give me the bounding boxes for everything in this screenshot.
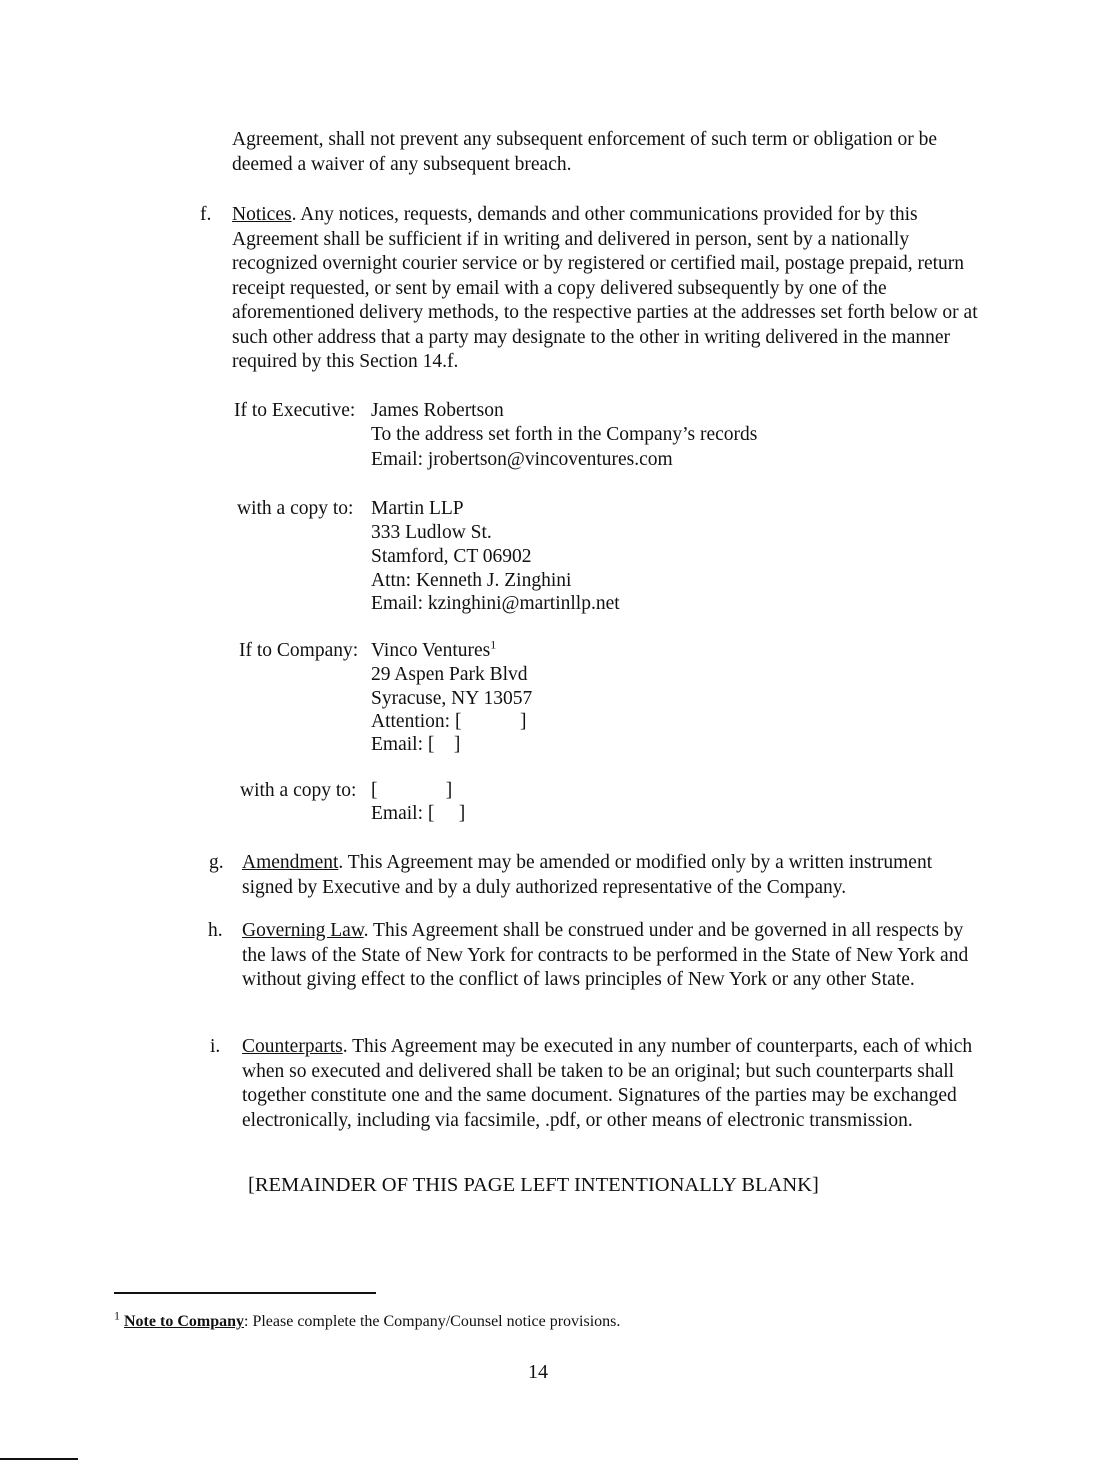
section-h-marker: h. — [208, 920, 223, 941]
footnote-text: : Please complete the Company/Counsel notice provisions. — [244, 1313, 621, 1330]
company-copy-label: with a copy to: — [240, 780, 357, 801]
executive-copy-street: 333 Ludlow St. — [371, 522, 492, 543]
executive-copy-name: Martin LLP — [371, 498, 464, 519]
company-name: Vinco Ventures$^1$ — [371, 637, 497, 661]
section-f-body: . Any notices, requests, demands and other communications provided for by this Agreement shall be sufficient if in writing and delivered in person, sent by a nationally recognized overnight courier service or by registered or certified mail, postage prepaid, return receipt requested, or sent by email with a copy delivered subsequently by one of the aforementioned delivery methods, to the respective parties at the addresses set forth below or at such other address that a party may designate to the other in writing delivered in the manner required by this Section 14.f. — [232, 204, 978, 372]
section-h-heading: Governing Law — [242, 920, 364, 941]
company-label: If to Company: — [239, 640, 359, 661]
company-email: Email: [ ] — [371, 734, 461, 755]
remainder-blank-notice: [REMAINDER OF THIS PAGE LEFT INTENTIONALLY BLANK] — [248, 1174, 819, 1196]
section-i-body: . This Agreement may be executed in any number of counterparts, each of which when so executed and delivered shall be taken to be an original; but such counterparts shall together constitute one and the same document. Signatures of the parties may be exchanged electronically, including via facsimile, .pdf, or other means of electronic transmission. — [242, 1036, 973, 1131]
company-copy-email: Email: [ ] — [371, 803, 466, 824]
executive-name: James Robertson — [371, 400, 504, 421]
section-h-paragraph — [242, 919, 982, 993]
footnote — [114, 1308, 621, 1332]
company-street: 29 Aspen Park Blvd — [371, 664, 528, 685]
footnote-divider — [114, 1292, 376, 1294]
continuation-paragraph: Agreement, shall not prevent any subsequent enforcement of such term or obligation or be deemed a waiver of any subsequent breach. — [232, 129, 938, 175]
section-g-paragraph — [242, 851, 982, 900]
executive-copy-email: Email: kzinghini@martinllp.net — [371, 593, 620, 614]
section-i-heading: Counterparts — [242, 1036, 343, 1057]
section-g-heading: Amendment — [242, 852, 339, 873]
section-f-heading: Notices — [232, 204, 292, 225]
executive-copy-attn: Attn: Kenneth J. Zinghini — [371, 570, 572, 591]
company-city: Syracuse, NY 13057 — [371, 688, 533, 709]
page-number: 14 — [528, 1361, 548, 1383]
section-g-marker: g. — [209, 852, 224, 873]
section-i-paragraph — [242, 1035, 982, 1133]
company-copy-name: [ ] — [371, 780, 453, 801]
executive-email: Email: jrobertson@vincoventures.com — [371, 449, 673, 470]
section-i-marker: i. — [210, 1036, 221, 1057]
section-h-body: . This Agreement shall be construed under and be governed in all respects by the laws of the State of New York for contracts to be performed in the State of New York and without giving effect to the conflict of laws principles of New York or any other State. — [242, 920, 969, 990]
footnote-label: Note to Company — [124, 1313, 244, 1330]
executive-copy-label: with a copy to: — [237, 498, 354, 519]
executive-address-line: To the address set forth in the Company’s records — [371, 424, 758, 445]
section-f-marker: f. — [200, 204, 212, 225]
section-f-paragraph — [232, 203, 992, 375]
footnote-reference: 1 — [490, 637, 497, 652]
section-g-body: . This Agreement may be amended or modified only by a written instrument signed by Executive and by a duly authorized representative of the Company. — [242, 852, 933, 898]
executive-copy-city: Stamford, CT 06902 — [371, 546, 532, 567]
executive-label: If to Executive: — [234, 400, 356, 421]
scan-artifact-line — [0, 1458, 78, 1460]
company-attention: Attention: [ ] — [371, 711, 527, 732]
footnote-number: 1 — [114, 1308, 120, 1323]
